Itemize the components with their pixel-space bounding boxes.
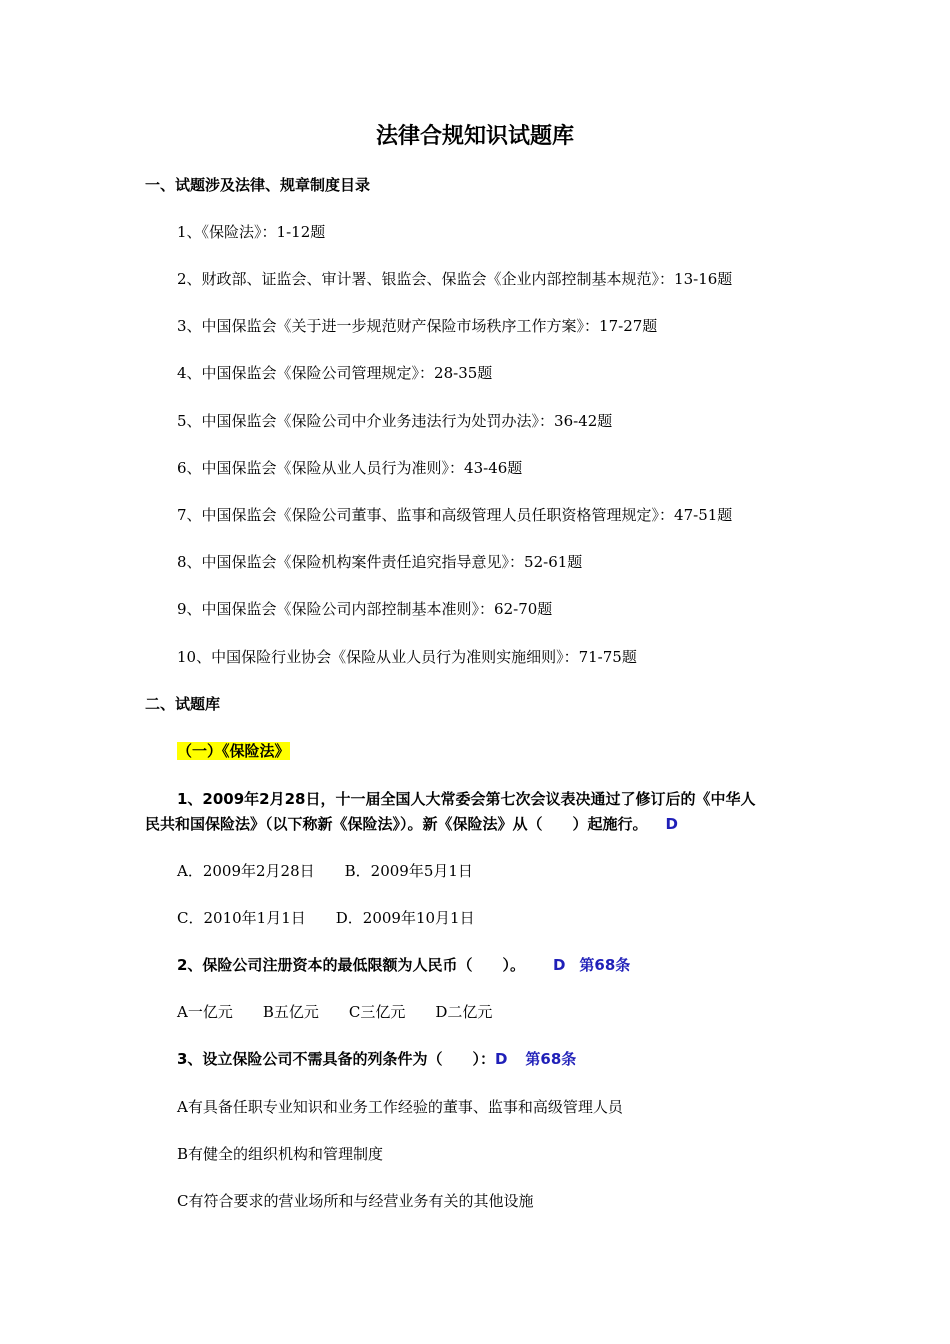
question-1-options-row-2 xyxy=(177,908,475,928)
question-2 xyxy=(177,955,630,975)
question-1-options-row-1 xyxy=(177,861,473,881)
question-2-option-d: D二亿元 xyxy=(435,1003,493,1021)
question-3-option-b: B有健全的组织机构和管理制度 xyxy=(177,1145,384,1163)
subsection-heading-insurance-law xyxy=(177,741,290,761)
question-1-option-c: C．2010年1月1日 xyxy=(177,909,306,927)
question-2-text: 2、保险公司注册资本的最低限额为人民币（ ）。 xyxy=(177,956,525,974)
question-1-option-a: A．2009年2月28日 xyxy=(177,862,315,880)
question-1-option-d: D．2009年10月1日 xyxy=(335,909,475,927)
document-title: 法律合规知识试题库 xyxy=(375,124,574,149)
question-2-option-a: A一亿元 xyxy=(177,1003,233,1021)
section-heading-catalog: 一、试题涉及法律、规章制度目录 xyxy=(145,176,371,194)
catalog-item-5: 5、中国保监会《保险公司中介业务违法行为处罚办法》：36-42题 xyxy=(177,412,613,430)
question-3-reference: 第68条 xyxy=(525,1050,577,1068)
question-3-answer: D xyxy=(494,1050,508,1068)
question-1-line-2 xyxy=(145,814,678,834)
catalog-item-1: 1、《保险法》：1-12题 xyxy=(177,223,326,241)
question-2-answer: D xyxy=(552,956,566,974)
question-1-text: 民共和国保险法》（以下称新《保险法》）。新《保险法》从（ ）起施行。 xyxy=(145,815,648,833)
catalog-item-9: 9、中国保监会《保险公司内部控制基本准则》：62-70题 xyxy=(177,600,553,618)
highlighted-subheading: （一）《保险法》 xyxy=(177,742,290,760)
catalog-item-2: 2、财政部、证监会、审计署、银监会、保监会《企业内部控制基本规范》：13-16题 xyxy=(177,270,733,288)
catalog-item-8: 8、中国保监会《保险机构案件责任追究指导意见》：52-61题 xyxy=(177,553,583,571)
catalog-item-4: 4、中国保监会《保险公司管理规定》：28-35题 xyxy=(177,364,493,382)
question-3-option-c: C有符合要求的营业场所和与经营业务有关的其他设施 xyxy=(177,1192,534,1210)
question-1-answer: D xyxy=(665,815,678,833)
question-1-option-b: B．2009年5月1日 xyxy=(344,862,473,880)
section-heading-question-bank: 二、试题库 xyxy=(145,695,221,713)
question-2-reference: 第68条 xyxy=(579,956,631,974)
question-3 xyxy=(177,1049,576,1069)
question-1-line-1: 1、2009年2月28日，十一届全国人大常委会第七次会议表决通过了修订后的《中华人 xyxy=(177,790,756,808)
catalog-item-10: 10、中国保险行业协会《保险从业人员行为准则实施细则》：71-75题 xyxy=(177,648,637,666)
catalog-item-7: 7、中国保监会《保险公司董事、监事和高级管理人员任职资格管理规定》：47-51题 xyxy=(177,506,733,524)
question-3-text: 3、设立保险公司不需具备的列条件为（ ）： xyxy=(177,1050,495,1068)
question-2-option-b: B五亿元 xyxy=(262,1003,319,1021)
catalog-item-3: 3、中国保监会《关于进一步规范财产保险市场秩序工作方案》：17-27题 xyxy=(177,317,658,335)
question-3-option-a: A有具备任职专业知识和业务工作经验的董事、监事和高级管理人员 xyxy=(177,1098,623,1116)
question-2-options xyxy=(177,1002,492,1022)
question-2-option-c: C三亿元 xyxy=(348,1003,406,1021)
catalog-item-6: 6、中国保监会《保险从业人员行为准则》：43-46题 xyxy=(177,459,523,477)
